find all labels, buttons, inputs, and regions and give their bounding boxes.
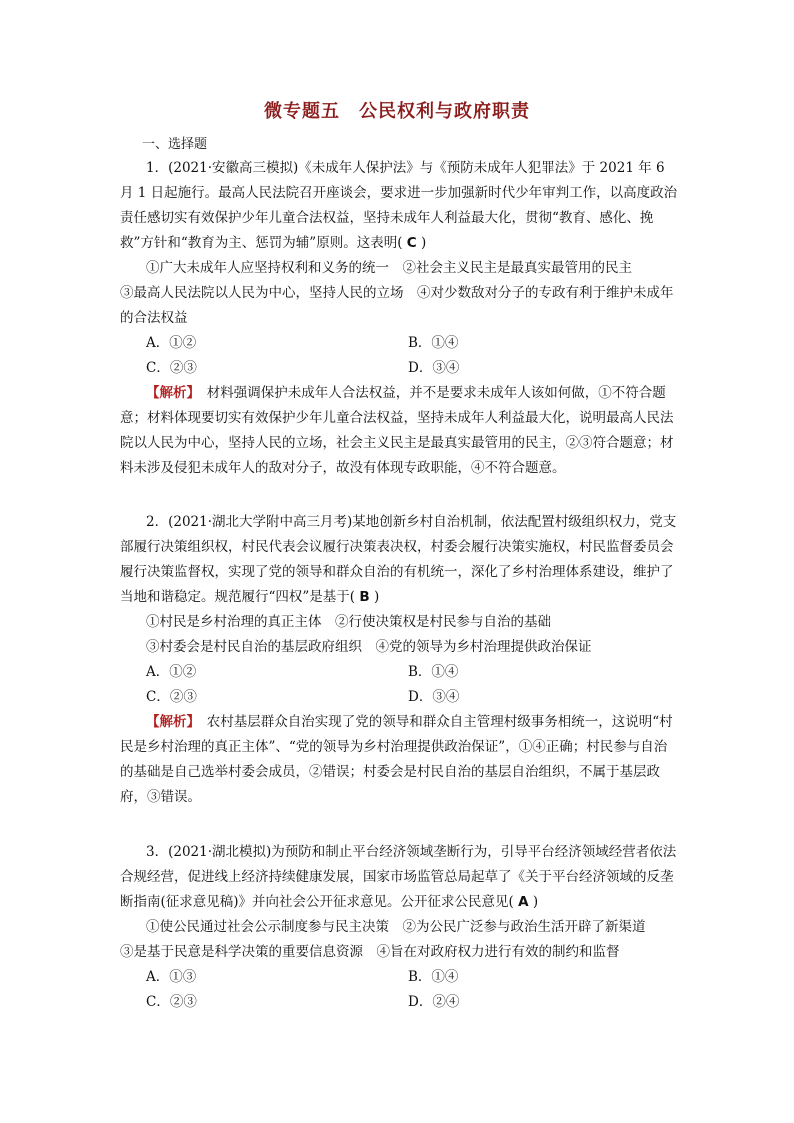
section-heading: 一、选择题 (142, 137, 208, 152)
options-row (120, 965, 680, 990)
option-d[interactable]: D．③④ (408, 689, 460, 705)
statement-line: ①村民是乡村治理的真正主体 ②行使决策权是村民参与自治的基础 (146, 614, 551, 630)
answer-letter: A (518, 894, 529, 910)
options-row (120, 990, 680, 1015)
option-b[interactable]: B．①④ (408, 335, 459, 351)
option-c[interactable]: C．②③ (146, 360, 197, 376)
option-a[interactable]: A．①③ (146, 969, 197, 985)
option-a[interactable]: A．①② (146, 664, 197, 680)
analysis: 【解析】 材料强调保护未成年人合法权益，并不是要求未成年人该如何做，①不符合题意；材料体现要切实有效保护少年儿童合法权益，坚持未成年人利益最大化，说明最高人民法院以人民为中心，坚持人民的立场，社会主义民主是最真实最管用的民主，②③符合题意；材料未涉及侵犯未成年人的敌对分子，故没有体现专政职能，④不符合题意。 (120, 385, 674, 476)
question-stem: 2．(2021·湖北大学附中高三月考)某地创新乡村自治机制，依法配置村级组织权力，党支部履行决策组织权，村民代表会议履行决策表决权，村委会履行决策实施权，村民监督委员会履行决策监督权，实现了党的领导和群众自治的有机统一，深化了乡村治理体系建设，维护了当地和谐稳定。规范履行“四权”是基于( B ) (120, 514, 677, 605)
option-c[interactable]: C．②③ (146, 994, 197, 1010)
question-3 (120, 840, 680, 1015)
answer-letter: B (359, 589, 370, 605)
analysis: 【解析】 农村基层群众自治实现了党的领导和群众自主管理村级事务相统一，这说明“村民是乡村治理的真正主体”、“党的领导为乡村治理提供政治保证”，①④正确；村民参与自治的基础是自己选举村委会成员，②错误；村委会是村民自治的基层自治组织，不属于基层政府，③错误。 (120, 714, 673, 805)
option-a[interactable]: A．①② (146, 335, 197, 351)
options-row (120, 331, 680, 356)
statement-line: ③最高人民法院以人民为中心，坚持人民的立场 ④对少数敌对分子的专政有利于维护未成年的合法权益 (120, 285, 674, 326)
options-row (120, 685, 680, 710)
options-row (120, 356, 680, 381)
option-b[interactable]: B．①④ (408, 969, 459, 985)
statement-line: ①广大未成年人应坚持权利和义务的统一 ②社会主义民主是最真实最管用的民主 (146, 260, 632, 276)
question-stem: 1．(2021·安徽高三模拟)《未成年人保护法》与《预防未成年人犯罪法》于 2021 年 6 月 1 日起施行。最高人民法院召开座谈会，要求进一步加强新时代少年审判工作，以高度政治责任感切实有效保护少年儿童合法权益，坚持未成年人利益最大化，贯彻“教育、感化、挽救”方针和“教育为主、惩罚为辅”原则。这表明( C ) (120, 160, 678, 251)
page-title: 微专题五 公民权利与政府职责 (264, 101, 530, 122)
analysis-label: 【解析】 (146, 385, 194, 401)
question-2 (120, 510, 680, 810)
analysis-label: 【解析】 (146, 714, 194, 730)
option-b[interactable]: B．①④ (408, 664, 459, 680)
statement-line: ①使公民通过社会公示制度参与民主决策 ②为公民广泛参与政治生活开辟了新渠道 (146, 919, 646, 935)
question-stem: 3．(2021·湖北模拟)为预防和制止平台经济领域垄断行为，引导平台经济领域经营者依法合规经营，促进线上经济持续健康发展，国家市场监管总局起草了《关于平台经济领域的反垄断指南(征求意见稿)》并向社会公开征求意见。公开征求公民意见( A ) (120, 844, 677, 910)
options-row (120, 660, 680, 685)
question-1 (120, 156, 680, 481)
option-c[interactable]: C．②③ (146, 689, 197, 705)
statement-line: ③村委会是村民自治的基层政府组织 ④党的领导为乡村治理提供政治保证 (146, 639, 592, 655)
statement-line: ③是基于民意是科学决策的重要信息资源 ④旨在对政府权力进行有效的制约和监督 (120, 944, 620, 960)
option-d[interactable]: D．②④ (408, 994, 460, 1010)
option-d[interactable]: D．③④ (408, 360, 460, 376)
answer-letter: C (406, 235, 417, 251)
